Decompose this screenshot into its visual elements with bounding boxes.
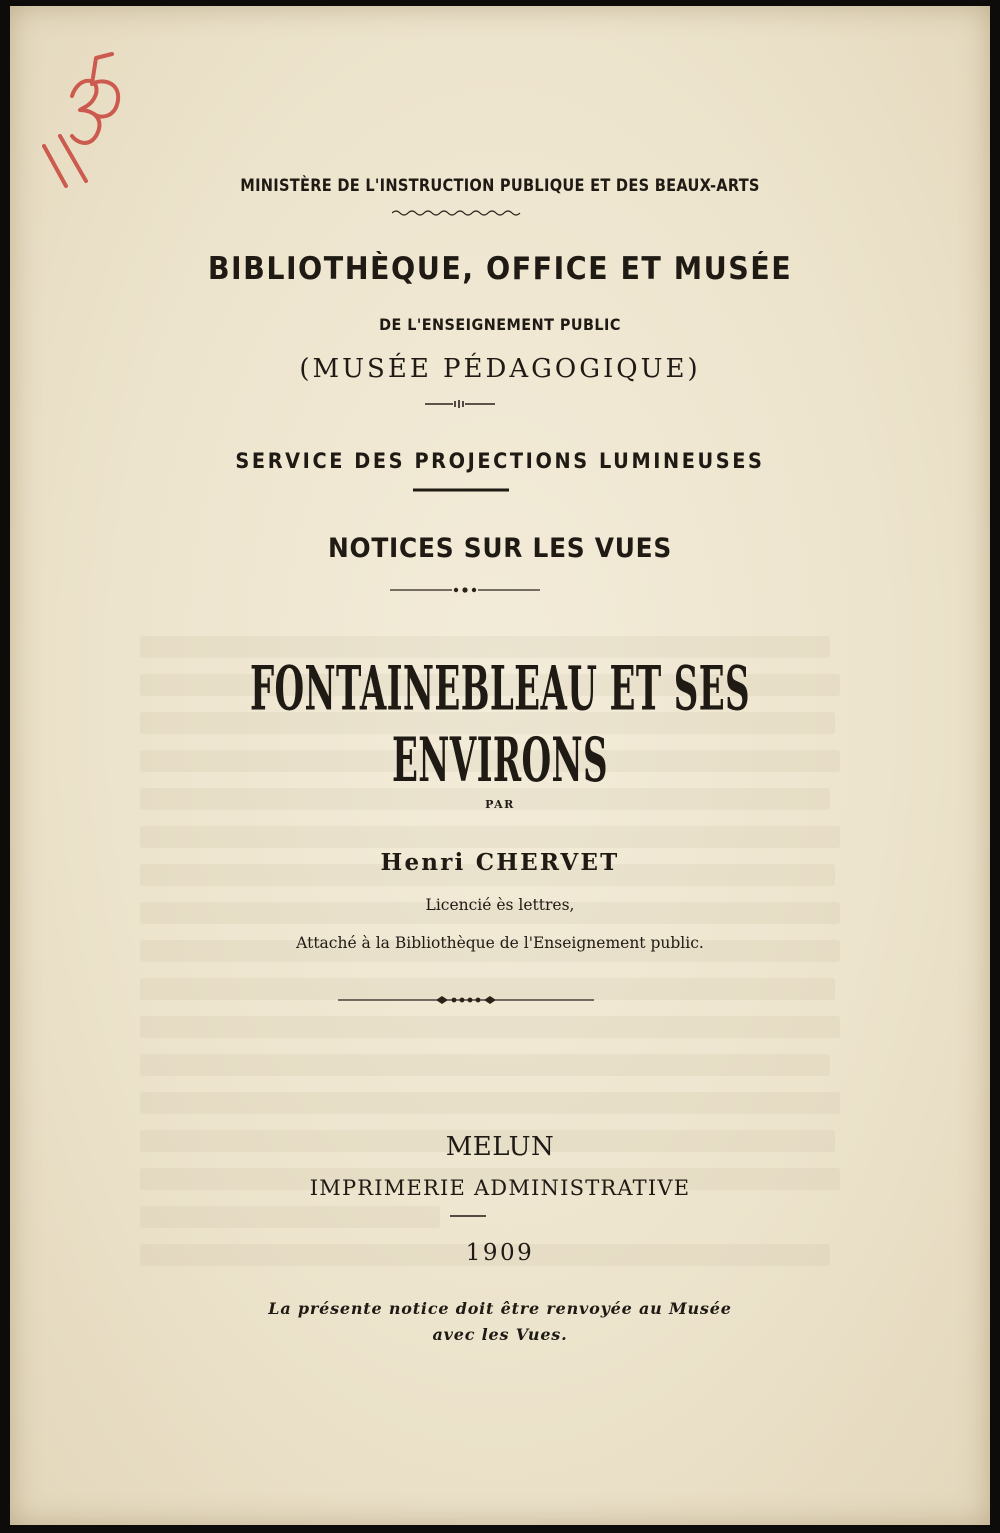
- return-notice-line-2: avec les Vues.: [432, 1325, 568, 1344]
- document-page: [10, 6, 990, 1525]
- institution-title: BIBLIOTHÈQUE, OFFICE ET MUSÉE: [207, 251, 793, 287]
- ministry-heading: MINISTÈRE DE L'INSTRUCTION PUBLIQUE ET DES BEAUX-ARTS: [240, 176, 760, 196]
- short-rule: [450, 1213, 486, 1219]
- musee-pedagogique-heading: (MUSÉE PÉDAGOGIQUE): [299, 354, 701, 384]
- thick-rule: [413, 486, 509, 494]
- author-credential-attache: Attaché à la Bibliothèque de l'Enseignement public.: [296, 934, 704, 952]
- main-title: FONTAINEBLEAU ET SES ENVIRONS: [249, 652, 751, 796]
- dash-ornament: [425, 399, 495, 409]
- author-credential-licence: Licencié ès lettres,: [425, 896, 575, 914]
- service-heading: SERVICE DES PROJECTIONS LUMINEUSES: [235, 449, 765, 473]
- dot-rule-ornament: [390, 585, 540, 595]
- author-name: Henri CHERVET: [380, 849, 620, 876]
- return-notice-line-1: La présente notice doit être renvoyée au Musée: [268, 1299, 732, 1318]
- wavy-rule-ornament: [392, 208, 522, 218]
- par-label: PAR: [485, 798, 515, 811]
- imprint-year: 1909: [465, 1240, 535, 1266]
- imprint-place: MELUN: [445, 1132, 555, 1162]
- bead-rule-ornament: [338, 994, 594, 1006]
- notices-heading: NOTICES SUR LES VUES: [328, 533, 672, 564]
- institution-subtitle: DE L'ENSEIGNEMENT PUBLIC: [379, 315, 621, 334]
- imprint-printer: IMPRIMERIE ADMINISTRATIVE: [309, 1176, 691, 1200]
